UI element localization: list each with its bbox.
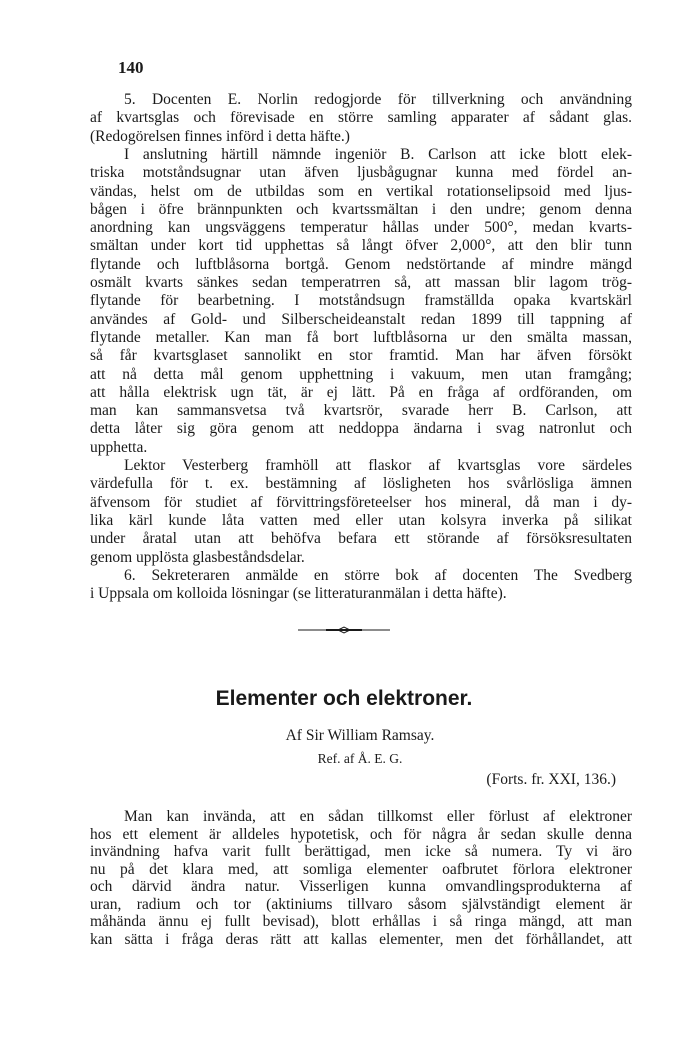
page-number: 140	[118, 58, 144, 77]
text-line: triska motståndsugnar utan äfven ljusbågugnar kunna med fördel an-	[90, 164, 632, 182]
text-line: uran, radium och tor (aktiniums tillvaro såsom självständigt element är	[90, 895, 632, 913]
text-line: att nå detta mål genom upphettning i vakuum, men utan framgång;	[90, 365, 632, 383]
text-line: bågen i öfre brännpunkten och kvartssmältan i den undre; genom denna	[90, 200, 632, 218]
text-line: lika kärl kunde låta vatten med eller utan kolsyra inverka på silikat	[90, 511, 632, 529]
text-line: Man kan invända, att en sådan tillkomst eller förlust af elektroner	[124, 808, 632, 825]
section-divider	[298, 626, 390, 634]
text-line: under åratal utan att behöfva befara ett störande af försöksresultaten	[90, 530, 632, 548]
text-line: af kvartsglas och förevisade en större samling apparater af sådant glas.	[90, 109, 632, 127]
text-line: användes af Gold- und Silberscheideanstalt redan 1899 till tappning af	[90, 310, 632, 328]
text-line: upphetta.	[90, 438, 148, 456]
text-line: 5. Docenten E. Norlin redogjorde för tillverkning och användning	[124, 91, 632, 108]
text-line: hos ett element är alldeles hypotetisk, och för några år sedan skulle denna	[90, 825, 632, 843]
text-line: anordning kan ungsväggens temperatur hållas under 500°, medan kvarts-	[90, 219, 632, 237]
article-title: Elementer och elektroner.	[215, 687, 473, 710]
text-line: (Redogörelsen finnes införd i detta häfte.)	[90, 127, 350, 145]
text-line: genom upplösta glasbeståndsdelar.	[90, 548, 305, 566]
text-line: flytande metaller. Kan man få bort luftblåsorna ur den smälta massan,	[90, 328, 632, 346]
text-line: i Uppsala om kolloida lösningar (se litteraturanmälan i detta häfte).	[90, 585, 507, 603]
text-line: flytande och luftblåsorna bortgå. Genom nedstörtande af mindre mängd	[90, 255, 632, 273]
article-byline: Af Sir William Ramsay.	[285, 727, 435, 744]
text-line: detta låter sig göra genom att neddoppa ändarna i svag natronlut och	[90, 420, 632, 438]
text-line: och därvid ändra natur. Visserligen kunna omvandlingsprodukterna af	[90, 878, 632, 895]
text-line: att hålla elektrisk ugn tät, är ej lätt. På en fråga af ordföranden, om	[90, 383, 632, 401]
text-line: man kan sammansvetsa två kvartsrör, svarade herr B. Carlson, att	[90, 402, 632, 420]
text-line: osmält kvarts sänkes sedan temperatrren så, att massan blir lagom trög-	[90, 274, 632, 291]
continuation-note: (Forts. fr. XXI, 136.)	[486, 771, 616, 788]
text-line: flytande för bearbetning. I motståndsugn framställda opaka kvartskärl	[90, 292, 632, 310]
text-line: smältan under kort tid upphettas så långt öfver 2,000°, att den blir tunn	[90, 237, 632, 255]
text-line: värdefulla för t. ex. bestämning af lösligheten hos svårlösliga ämnen	[90, 475, 632, 493]
text-line: så får kvartsglaset sannolikt en stor framtid. Man har äfven försökt	[90, 347, 632, 365]
article-reference: Ref. af Å. E. G.	[317, 751, 403, 766]
text-line: kan sätta i fråga deras rätt att kallas elementer, men det förhållandet, att	[90, 930, 632, 948]
text-line: 6. Sekreteraren anmälde en större bok af docenten The Svedberg	[124, 566, 632, 584]
text-line: Lektor Vesterberg framhöll att flaskor af kvartsglas vore särdeles	[124, 457, 632, 474]
text-line: äfvensom för studiet af förvittringsföreteelser hos mineral, då man i dy-	[90, 493, 632, 511]
text-line: invändning hafva varit fullt berättigad, men icke så numera. Ty vi äro	[90, 843, 632, 860]
text-line: måhända ännu ej fullt bevisad), blott erhållas i så ringa mängd, att man	[90, 913, 632, 930]
text-line: vändas, helst om de utbildas som en vertikal rotationselipsoid med ljus-	[90, 182, 632, 200]
text-line: nu på det klara med, att somliga elementer oafbrutet förlora elektroner	[90, 860, 632, 878]
text-line: I anslutning härtill nämnde ingeniör B. Carlson att icke blott elek-	[124, 145, 632, 163]
